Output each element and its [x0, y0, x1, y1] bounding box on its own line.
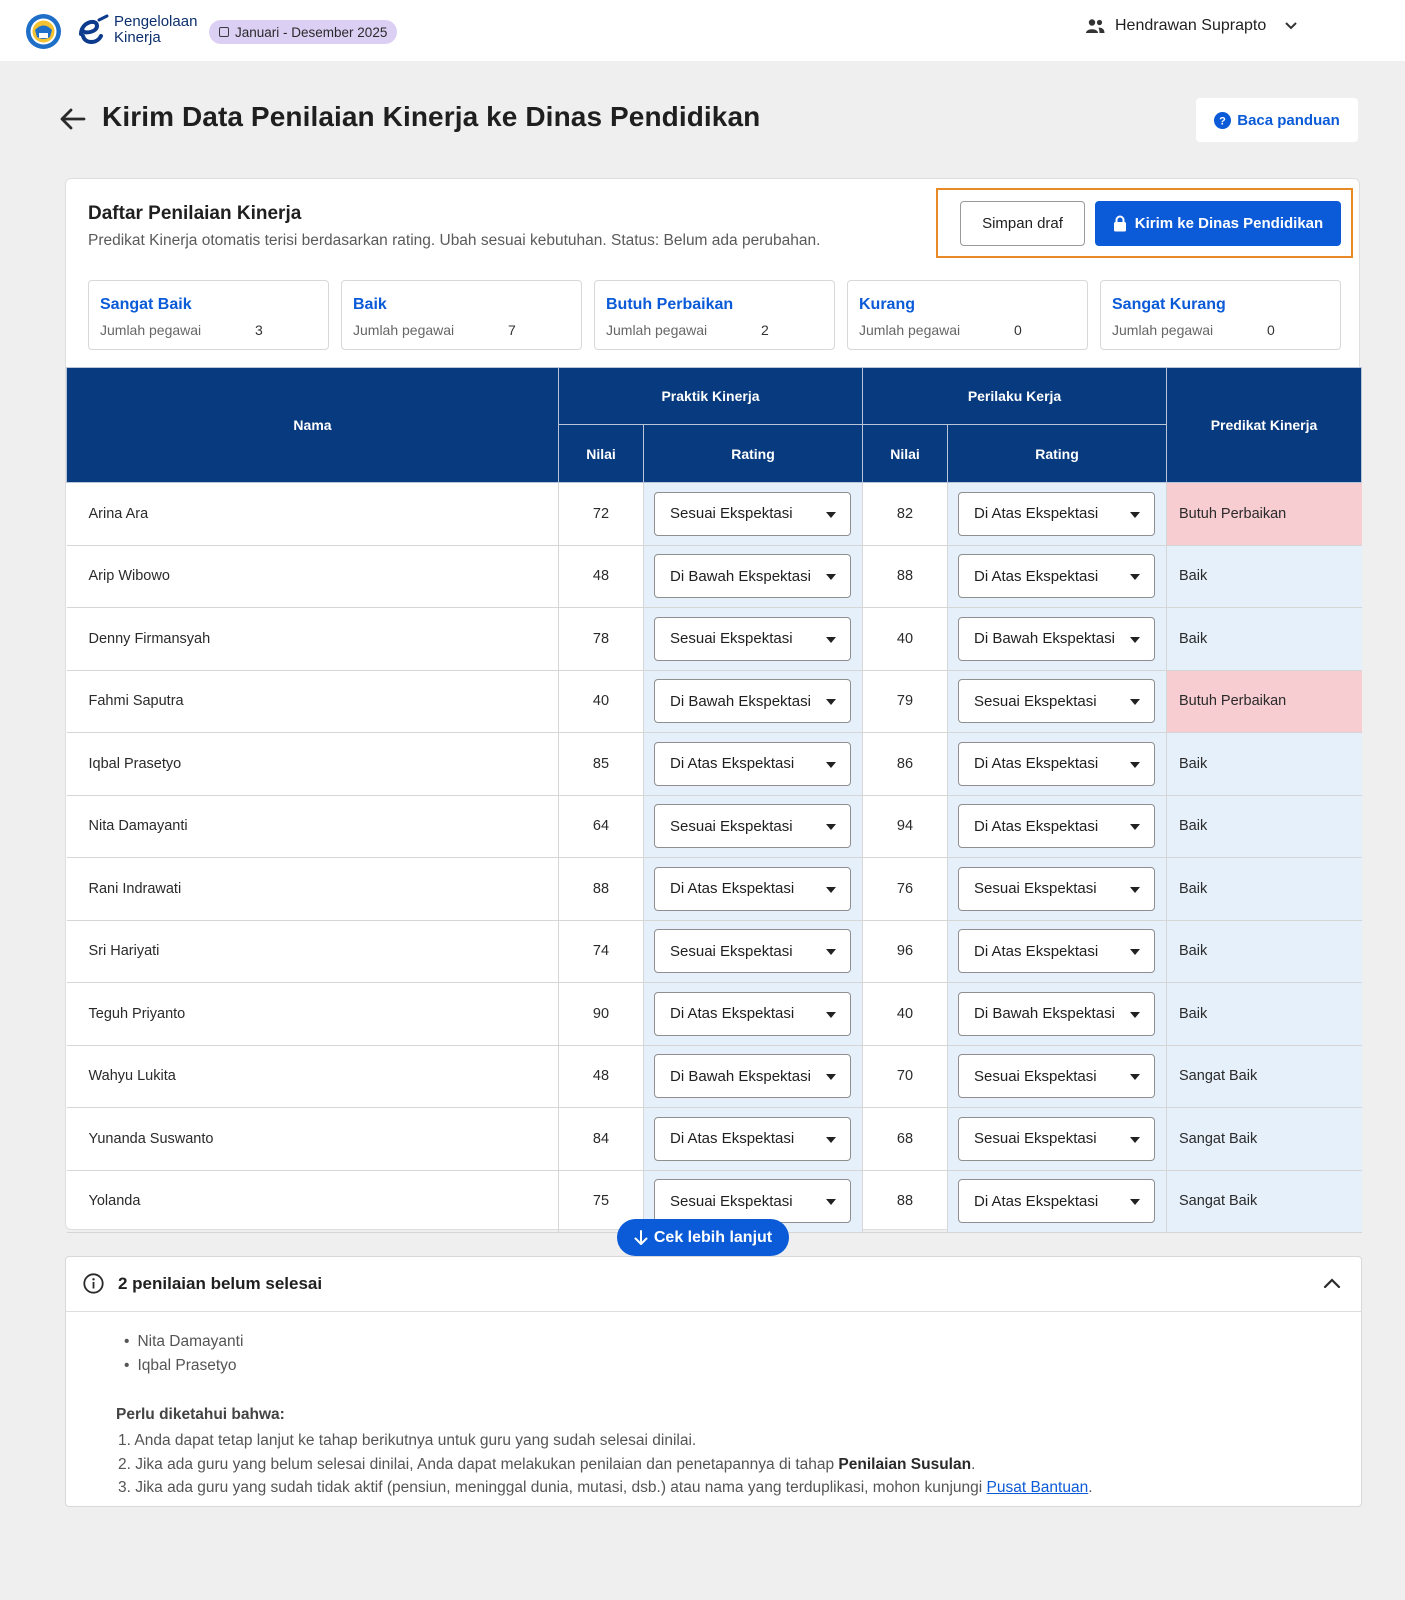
- card-title: Daftar Penilaian Kinerja: [88, 203, 302, 224]
- chevron-up-icon[interactable]: [1323, 1277, 1341, 1289]
- perilaku-rating-cell: [948, 483, 1167, 546]
- praktik-rating-select[interactable]: [654, 554, 851, 598]
- perilaku-nilai: 96: [863, 920, 948, 983]
- header-predikat-kinerja: Predikat Kinerja: [1167, 368, 1362, 483]
- perilaku-nilai: 82: [863, 483, 948, 546]
- select-value: Di Atas Ekspektasi: [670, 1130, 795, 1148]
- perilaku-nilai: 94: [863, 795, 948, 858]
- top-bar: [0, 0, 1405, 61]
- summary-cards: [88, 280, 1341, 350]
- send-to-dinas-button[interactable]: [1095, 201, 1341, 246]
- select-value: Sesuai Ekspektasi: [974, 880, 1097, 898]
- select-value: Sesuai Ekspektasi: [974, 1067, 1097, 1085]
- table-row: [67, 483, 1362, 546]
- perilaku-nilai: 86: [863, 733, 948, 796]
- table-row: [67, 1108, 1362, 1171]
- predikat-kinerja: Baik: [1167, 795, 1362, 858]
- perilaku-rating-cell: [948, 858, 1167, 921]
- praktik-nilai: 64: [559, 795, 644, 858]
- perilaku-rating-select[interactable]: [958, 742, 1155, 786]
- praktik-nilai: 74: [559, 920, 644, 983]
- caret-down-icon: [826, 824, 836, 830]
- summary-title: Sangat Kurang: [1112, 296, 1226, 313]
- caret-down-icon: [1130, 512, 1140, 518]
- perilaku-rating-cell: [948, 983, 1167, 1046]
- select-value: Di Bawah Ekspektasi: [670, 692, 811, 710]
- summary-title: Kurang: [859, 296, 915, 313]
- summary-butuh-perbaikan: [594, 280, 835, 350]
- table-row: [67, 670, 1362, 733]
- pending-panel-header[interactable]: [66, 1257, 1361, 1312]
- table-body: [67, 483, 1362, 1233]
- note-text: 1. Anda dapat tetap lanjut ke tahap berikutnya untuk guru yang sudah selesai dinilai.: [118, 1432, 697, 1449]
- help-center-link[interactable]: Pusat Bantuan: [986, 1479, 1089, 1496]
- perilaku-rating-select[interactable]: [958, 929, 1155, 973]
- note-bold: Penilaian Susulan: [838, 1455, 972, 1473]
- table-row: [67, 608, 1362, 671]
- table-row: [67, 920, 1362, 983]
- select-value: Di Atas Ekspektasi: [974, 505, 1099, 523]
- perilaku-nilai: 88: [863, 545, 948, 608]
- select-value: Sesuai Ekspektasi: [670, 630, 793, 648]
- info-icon: [83, 1273, 104, 1294]
- select-value: Di Atas Ekspektasi: [670, 880, 795, 898]
- arrow-down-icon: [634, 1230, 648, 1246]
- caret-down-icon: [1130, 1074, 1140, 1080]
- perilaku-rating-select[interactable]: [958, 992, 1155, 1036]
- caret-down-icon: [826, 637, 836, 643]
- select-value: Di Atas Ekspektasi: [974, 942, 1099, 960]
- table-row: [67, 545, 1362, 608]
- perilaku-rating-cell: [948, 733, 1167, 796]
- caret-down-icon: [1130, 574, 1140, 580]
- table-row: [67, 795, 1362, 858]
- guide-button[interactable]: [1196, 98, 1358, 142]
- brand-name: [114, 14, 197, 46]
- praktik-nilai: 75: [559, 1170, 644, 1233]
- summary-label: Jumlah pegawai: [353, 322, 455, 338]
- perilaku-nilai: 88: [863, 1170, 948, 1233]
- praktik-nilai: 48: [559, 545, 644, 608]
- praktik-rating-select[interactable]: [654, 992, 851, 1036]
- user-name: Hendrawan Suprapto: [1115, 17, 1267, 34]
- select-value: Sesuai Ekspektasi: [670, 942, 793, 960]
- pending-panel: [65, 1256, 1362, 1507]
- praktik-nilai: 40: [559, 670, 644, 733]
- perilaku-rating-cell: [948, 670, 1167, 733]
- pending-title: 2 penilaian belum selesai: [118, 1274, 323, 1293]
- table-row: [67, 733, 1362, 796]
- help-circle-icon: [1214, 112, 1231, 129]
- predikat-kinerja: Baik: [1167, 545, 1362, 608]
- lock-icon: [1113, 215, 1127, 232]
- employee-name: Iqbal Prasetyo: [67, 733, 559, 796]
- header-nilai: Nilai: [559, 425, 644, 483]
- header-rating: Rating: [948, 425, 1167, 483]
- caret-down-icon: [1130, 699, 1140, 705]
- predikat-kinerja: Butuh Perbaikan: [1167, 483, 1362, 546]
- select-value: Di Bawah Ekspektasi: [974, 1005, 1115, 1023]
- perilaku-rating-select[interactable]: [958, 804, 1155, 848]
- select-value: Di Atas Ekspektasi: [974, 817, 1099, 835]
- praktik-rating-select[interactable]: [654, 617, 851, 661]
- predikat-kinerja: Sangat Baik: [1167, 1170, 1362, 1233]
- notes-title: Perlu diketahui bahwa:: [116, 1406, 285, 1423]
- tut-wuri-handayani-logo: [25, 13, 62, 50]
- pending-list: [124, 1330, 243, 1378]
- praktik-rating-select[interactable]: [654, 1054, 851, 1098]
- list-item: • Nita Damayanti: [124, 1330, 243, 1354]
- caret-down-icon: [826, 1074, 836, 1080]
- note-item: [118, 1429, 1093, 1453]
- check-more-label: Cek lebih lanjut: [653, 1228, 773, 1246]
- select-value: Sesuai Ekspektasi: [670, 1192, 793, 1210]
- note-text: .: [971, 1455, 976, 1473]
- user-menu[interactable]: [1085, 17, 1298, 35]
- caret-down-icon: [826, 1199, 836, 1205]
- predikat-kinerja: Sangat Baik: [1167, 1045, 1362, 1108]
- list-item: • Iqbal Prasetyo: [124, 1354, 243, 1378]
- caret-down-icon: [1130, 949, 1140, 955]
- period-label: Januari - Desember 2025: [235, 24, 388, 40]
- perilaku-rating-cell: [948, 920, 1167, 983]
- header-nilai: Nilai: [863, 425, 948, 483]
- praktik-nilai: 90: [559, 983, 644, 1046]
- summary-kurang: [847, 280, 1088, 350]
- praktik-rating-cell: [644, 483, 863, 546]
- employee-name: Arip Wibowo: [67, 545, 559, 608]
- predikat-kinerja: Baik: [1167, 983, 1362, 1046]
- praktik-rating-select[interactable]: [654, 804, 851, 848]
- praktik-rating-cell: [644, 983, 863, 1046]
- praktik-rating-cell: [644, 795, 863, 858]
- send-label: Kirim ke Dinas Pendidikan: [1134, 215, 1324, 232]
- summary-sangat-baik: [88, 280, 329, 350]
- employee-name: Fahmi Saputra: [67, 670, 559, 733]
- summary-label: Jumlah pegawai: [859, 322, 961, 338]
- summary-sangat-kurang: [1100, 280, 1341, 350]
- note-text: .: [1088, 1479, 1093, 1496]
- save-draft-button[interactable]: Simpan draf: [960, 201, 1085, 246]
- note-item: [118, 1476, 1093, 1500]
- praktik-rating-select[interactable]: [654, 679, 851, 723]
- praktik-nilai: 88: [559, 858, 644, 921]
- summary-count: 0: [1267, 322, 1275, 338]
- calendar-icon: [219, 27, 229, 37]
- employee-name: Nita Damayanti: [67, 795, 559, 858]
- summary-baik: [341, 280, 582, 350]
- employee-name: Denny Firmansyah: [67, 608, 559, 671]
- header-rating: Rating: [644, 425, 863, 483]
- employee-name: Rani Indrawati: [67, 858, 559, 921]
- caret-down-icon: [1130, 1012, 1140, 1018]
- page-title: Kirim Data Penilaian Kinerja ke Dinas Pendidikan: [102, 101, 761, 132]
- assessment-table: [66, 367, 1362, 1233]
- praktik-nilai: 48: [559, 1045, 644, 1108]
- perilaku-rating-select[interactable]: [958, 1179, 1155, 1223]
- summary-count: 0: [1014, 322, 1022, 338]
- summary-count: 7: [508, 322, 516, 338]
- assessment-card: [65, 178, 1360, 1230]
- select-value: Sesuai Ekspektasi: [670, 505, 793, 523]
- perilaku-nilai: 40: [863, 608, 948, 671]
- header-praktik-kinerja: Praktik Kinerja: [559, 368, 863, 425]
- card-subtitle: Predikat Kinerja otomatis terisi berdasarkan rating. Ubah sesuai kebutuhan. Status: Belum ada perubahan.: [88, 232, 821, 249]
- perilaku-rating-select[interactable]: [958, 492, 1155, 536]
- summary-count: 2: [761, 322, 769, 338]
- caret-down-icon: [1130, 762, 1140, 768]
- select-value: Di Atas Ekspektasi: [670, 755, 795, 773]
- praktik-rating-cell: [644, 1108, 863, 1171]
- select-value: Sesuai Ekspektasi: [670, 817, 793, 835]
- perilaku-rating-cell: [948, 1170, 1167, 1233]
- select-value: Sesuai Ekspektasi: [974, 1130, 1097, 1148]
- praktik-nilai: 78: [559, 608, 644, 671]
- select-value: Di Bawah Ekspektasi: [670, 1067, 811, 1085]
- check-more-button[interactable]: [617, 1219, 789, 1256]
- summary-label: Jumlah pegawai: [1112, 322, 1214, 338]
- predikat-kinerja: Baik: [1167, 858, 1362, 921]
- caret-down-icon: [1130, 1137, 1140, 1143]
- perilaku-nilai: 76: [863, 858, 948, 921]
- perilaku-nilai: 70: [863, 1045, 948, 1108]
- praktik-rating-select[interactable]: [654, 929, 851, 973]
- predikat-kinerja: Butuh Perbaikan: [1167, 670, 1362, 733]
- select-value: Di Bawah Ekspektasi: [670, 567, 811, 585]
- caret-down-icon: [826, 762, 836, 768]
- praktik-rating-cell: [644, 545, 863, 608]
- users-icon: [1085, 18, 1105, 34]
- perilaku-rating-cell: [948, 1108, 1167, 1171]
- summary-title: Sangat Baik: [100, 296, 192, 313]
- praktik-rating-select[interactable]: [654, 742, 851, 786]
- select-value: Di Atas Ekspektasi: [974, 755, 1099, 773]
- guide-label: Baca panduan: [1237, 111, 1340, 129]
- summary-title: Baik: [353, 296, 387, 313]
- predikat-kinerja: Baik: [1167, 608, 1362, 671]
- employee-name: Yunanda Suswanto: [67, 1108, 559, 1171]
- caret-down-icon: [826, 574, 836, 580]
- chevron-down-icon: [1284, 21, 1298, 31]
- employee-name: Sri Hariyati: [67, 920, 559, 983]
- summary-title: Butuh Perbaikan: [606, 296, 734, 313]
- praktik-nilai: 84: [559, 1108, 644, 1171]
- select-value: Di Bawah Ekspektasi: [974, 630, 1115, 648]
- summary-label: Jumlah pegawai: [100, 322, 202, 338]
- table-row: [67, 858, 1362, 921]
- praktik-rating-select[interactable]: [654, 1117, 851, 1161]
- perilaku-rating-select[interactable]: [958, 554, 1155, 598]
- caret-down-icon: [826, 1012, 836, 1018]
- praktik-rating-cell: [644, 608, 863, 671]
- perilaku-rating-cell: [948, 1045, 1167, 1108]
- period-chip[interactable]: [209, 20, 397, 44]
- praktik-nilai: 72: [559, 483, 644, 546]
- brand-line-1: Pengelolaan: [114, 13, 198, 30]
- perilaku-rating-cell: [948, 608, 1167, 671]
- summary-count: 3: [255, 322, 263, 338]
- select-value: Di Atas Ekspektasi: [670, 1005, 795, 1023]
- employee-name: Arina Ara: [67, 483, 559, 546]
- caret-down-icon: [826, 949, 836, 955]
- brand-line-2: Kinerja: [114, 29, 161, 46]
- praktik-rating-cell: [644, 920, 863, 983]
- svg-text:?: ?: [1219, 115, 1227, 127]
- notes-list: [118, 1429, 1093, 1500]
- caret-down-icon: [826, 1137, 836, 1143]
- employee-name: Teguh Priyanto: [67, 983, 559, 1046]
- perilaku-rating-select[interactable]: [958, 867, 1155, 911]
- select-value: Di Atas Ekspektasi: [974, 1192, 1099, 1210]
- table-row: [67, 1045, 1362, 1108]
- employee-name: Wahyu Lukita: [67, 1045, 559, 1108]
- perilaku-nilai: 68: [863, 1108, 948, 1171]
- caret-down-icon: [1130, 637, 1140, 643]
- perilaku-rating-select[interactable]: [958, 679, 1155, 723]
- caret-down-icon: [1130, 824, 1140, 830]
- note-item: [118, 1453, 1093, 1477]
- praktik-rating-cell: [644, 733, 863, 796]
- header-nama: Nama: [67, 368, 559, 483]
- select-value: Di Atas Ekspektasi: [974, 567, 1099, 585]
- caret-down-icon: [1130, 1199, 1140, 1205]
- praktik-rating-select[interactable]: [654, 1179, 851, 1223]
- perilaku-rating-select[interactable]: [958, 1117, 1155, 1161]
- caret-down-icon: [826, 512, 836, 518]
- praktik-rating-select[interactable]: [654, 492, 851, 536]
- employee-name: Yolanda: [67, 1170, 559, 1233]
- predikat-kinerja: Sangat Baik: [1167, 1108, 1362, 1171]
- note-text: 3. Jika ada guru yang sudah tidak aktif (pensiun, meninggal dunia, mutasi, dsb.) atau nama yang terduplikasi, mohon kunjungi: [118, 1479, 987, 1496]
- summary-label: Jumlah pegawai: [606, 322, 708, 338]
- caret-down-icon: [826, 887, 836, 893]
- perilaku-rating-select[interactable]: [958, 617, 1155, 661]
- note-text: 2. Jika ada guru yang belum selesai dinilai, Anda dapat melakukan penilaian dan penetapannya di tahap: [118, 1455, 839, 1473]
- perilaku-rating-select[interactable]: [958, 1054, 1155, 1098]
- predikat-kinerja: Baik: [1167, 733, 1362, 796]
- perilaku-rating-cell: [948, 795, 1167, 858]
- brand-logo-icon: [75, 14, 111, 48]
- caret-down-icon: [826, 699, 836, 705]
- praktik-rating-cell: [644, 1045, 863, 1108]
- header-perilaku-kerja: Perilaku Kerja: [863, 368, 1167, 425]
- praktik-rating-select[interactable]: [654, 867, 851, 911]
- perilaku-nilai: 40: [863, 983, 948, 1046]
- perilaku-rating-cell: [948, 545, 1167, 608]
- caret-down-icon: [1130, 887, 1140, 893]
- praktik-rating-cell: [644, 858, 863, 921]
- predikat-kinerja: Baik: [1167, 920, 1362, 983]
- praktik-nilai: 85: [559, 733, 644, 796]
- table-row: [67, 983, 1362, 1046]
- praktik-rating-cell: [644, 670, 863, 733]
- select-value: Sesuai Ekspektasi: [974, 692, 1097, 710]
- back-arrow-icon[interactable]: [58, 104, 88, 134]
- perilaku-nilai: 79: [863, 670, 948, 733]
